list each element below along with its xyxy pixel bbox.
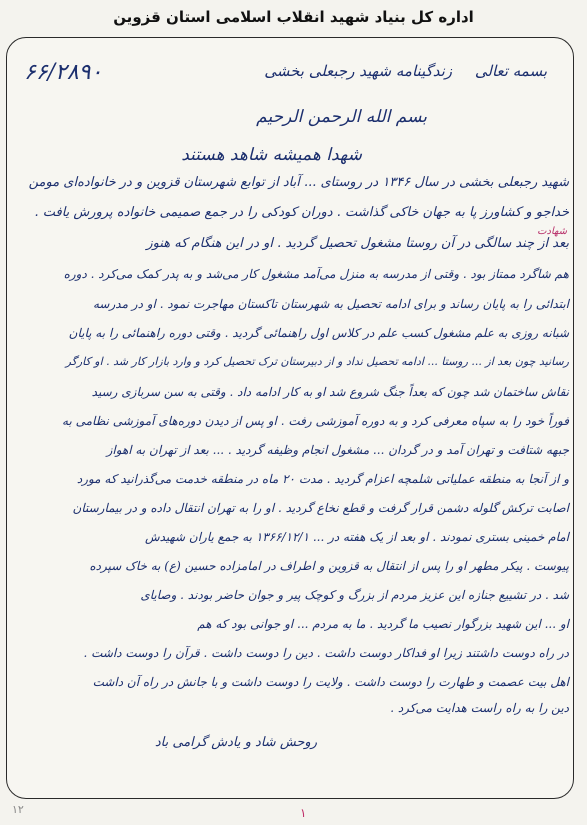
- body-line: دین را به راه راست هدایت می‌کرد .: [390, 701, 569, 715]
- footer-mark: ۱: [300, 806, 307, 820]
- body-line: جبهه شتافت و تهران آمد و در گردان ... مشغول انجام وظیفه گردید . ... بعد از تهران به اهواز: [106, 443, 569, 457]
- body-line: شهید رجبعلی بخشی در سال ۱۳۴۶ در روستای ... آباد از توابع شهرستان قزوین و در خانواده‌ای مومن: [28, 175, 569, 190]
- margin-note: شهادت: [537, 226, 567, 237]
- page-header-title: اداره کل بنیاد شهید انقلاب اسلامی استان قزوین: [113, 8, 474, 26]
- body-line: شد . در تشییع جنازه این عزیز مردم از بزرگ و کوچک پیر و جوان حاضر بودند . وصایای: [140, 588, 569, 602]
- body-line: و از آنجا به منطقه عملیاتی شلمچه اعزام گردید . مدت ۲۰ ماه در منطقه خدمت می‌گذرانید که مورد: [76, 472, 569, 486]
- body-line: پیوست . پیکر مطهر او را پس از انتقال به قزوین و اطراف در امامزاده حسین (ع) به خاک سپرده: [89, 559, 569, 573]
- page-number: ۱۲: [12, 803, 24, 816]
- body-line: او ... این شهید بزرگوار نصیب ما گردید . ما به مردم ... او جوانی بود که هم: [197, 617, 569, 631]
- body-line: فوراً خود را به سپاه معرفی کرد و به دوره آموزشی رفت . او پس از دیدن دوره‌های آموزشی نظامی به: [62, 414, 569, 428]
- document-number: ۶۶/۲۸۹۰: [24, 60, 103, 85]
- invocation-top: بسمه تعالی: [474, 62, 547, 80]
- body-line: هم شاگرد ممتاز بود . وقتی از مدرسه به منزل می‌آمد مشغول کار می‌شد و به پدر کمک می‌کرد . دوره: [63, 267, 569, 281]
- body-line: اهل بیت عصمت و طهارت را دوست داشت . ولایت را دوست داشت و با جانش در راه آن داشت: [92, 675, 569, 689]
- dedication: شهدا همیشه شاهد هستند: [181, 145, 362, 165]
- body-line: خداجو و کشاورز پا به جهان خاکی گذاشت . دوران کودکی را در جمع صمیمی خانواده پرورش یافت .: [34, 205, 569, 220]
- body-line: بعد از چند سالگی در آن روستا مشغول تحصیل گردید . او در این هنگام که هنوز: [146, 236, 569, 251]
- closing-line: روحش شاد و یادش گرامی باد: [154, 735, 317, 750]
- body-line: اصابت ترکش گلوله دشمن قرار گرفت و قطع نخاع گردید . او را به تهران انتقال داده و در بیمارستان: [72, 501, 569, 515]
- document-subject: زندگینامه شهید رجبعلی بخشی: [264, 62, 452, 80]
- body-line: امام خمینی بستری نمودند . او بعد از یک هفته در ... ۱۳۶۶/۱۲/۱ به جمع یاران شهیدش: [144, 530, 569, 544]
- body-line: شبانه روزی به علم مشغول کسب علم در کلاس اول راهنمائی گردید . وقتی دوره راهنمائی را به پایان: [68, 326, 569, 340]
- body-line: رسانید چون بعد از ... روستا ... ادامه تحصیل نداد و از دبیرستان ترک تحصیل کرد و وارد بازار کار شد . او کارگر: [65, 355, 569, 368]
- body-line: نقاش ساختمان شد چون که بعداً جنگ شروع شد او به کار ادامه داد . وقتی به سن سربازی رسید: [91, 385, 569, 399]
- body-line: در راه دوست داشتند زیرا او فداکار دوست داشت . دین را دوست داشت . قرآن را دوست داشت .: [83, 646, 569, 660]
- basmala: بسم الله الرحمن الرحیم: [256, 107, 427, 127]
- body-line: ابتدائی را به پایان رساند و برای ادامه تحصیل به شهرستان تاکستان مهاجرت نمود . او در مدرسه: [92, 297, 569, 311]
